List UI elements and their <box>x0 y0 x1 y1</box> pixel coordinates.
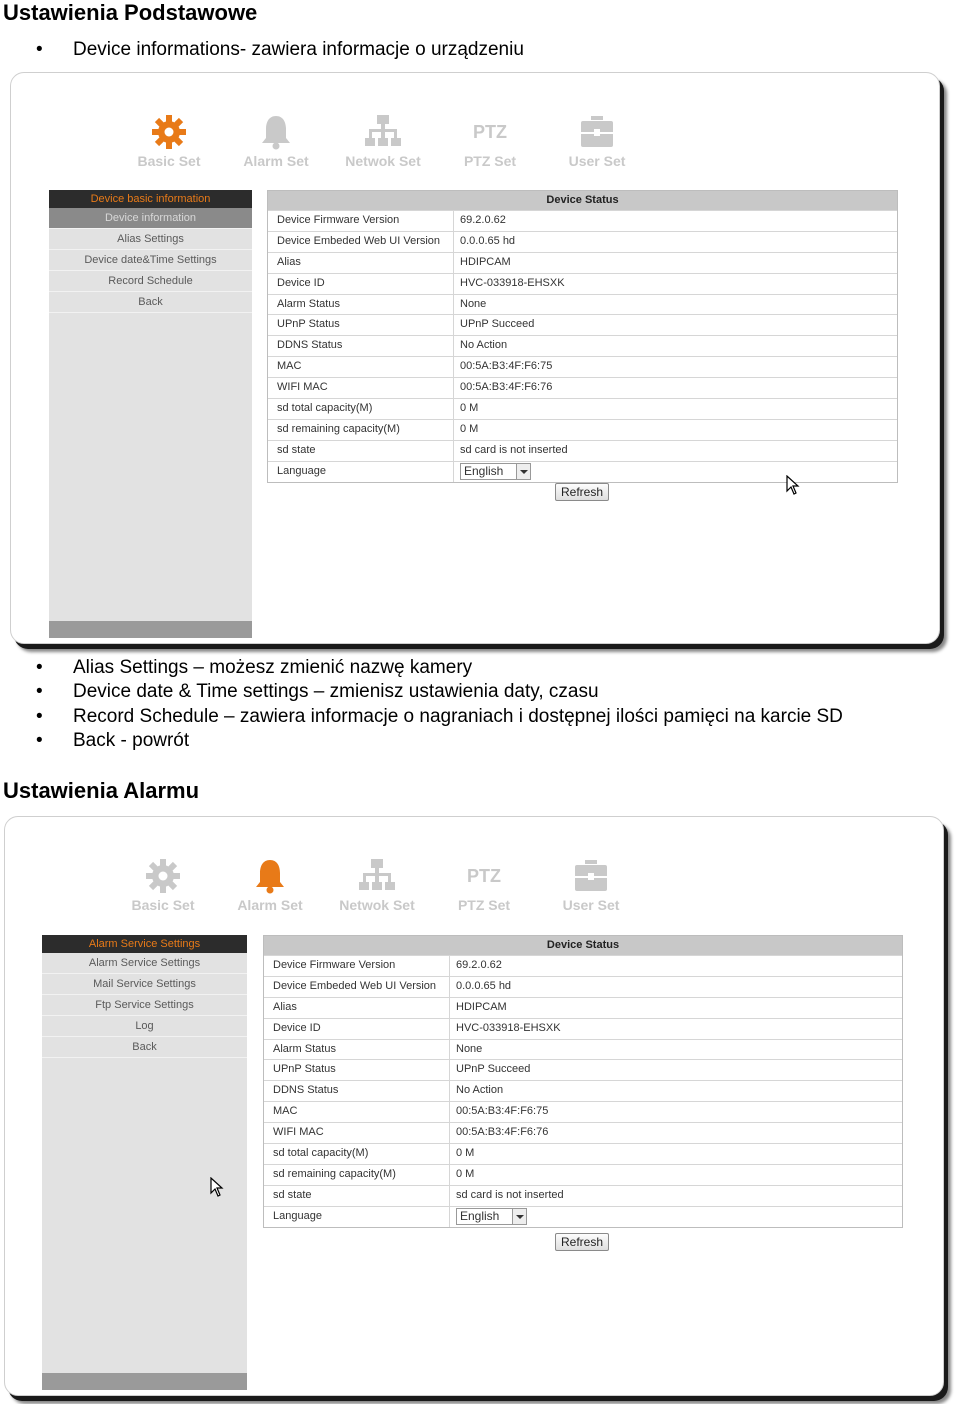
chevron-down-icon[interactable] <box>516 464 530 479</box>
table-row <box>264 955 902 976</box>
table-row <box>268 356 897 377</box>
row-value: 00:5A:B3:4F:F6:76 <box>456 1126 549 1139</box>
row-label: WIFI MAC <box>264 1123 450 1143</box>
row-value: sd card is not inserted <box>460 443 568 456</box>
row-value: 0.0.0.65 hd <box>460 234 516 247</box>
language-select[interactable] <box>460 463 531 480</box>
table-row <box>264 976 902 997</box>
row-value: No Action <box>456 1084 504 1097</box>
table-row <box>268 294 897 315</box>
bullet-item: • Record Schedule – zawiera informacje o nagraniach i dostępnej ilości pamięci na karcie SD <box>36 705 843 729</box>
sidebar-list <box>49 208 252 313</box>
row-label: sd state <box>268 441 454 461</box>
row-label: MAC <box>268 357 454 377</box>
row-value <box>450 1207 902 1227</box>
table-row <box>268 231 897 252</box>
top-nav <box>121 113 641 175</box>
top-nav <box>115 857 635 919</box>
row-label: sd remaining capacity(M) <box>264 1165 450 1185</box>
row-label: Device ID <box>268 274 454 294</box>
bell-icon <box>250 857 290 895</box>
table-row <box>264 1018 902 1039</box>
table-row <box>268 377 897 398</box>
nav-alarm-set[interactable] <box>222 857 318 913</box>
mouse-cursor-icon <box>210 1177 224 1197</box>
row-label: Alarm Status <box>268 295 454 315</box>
row-value: 00:5A:B3:4F:F6:75 <box>460 360 553 373</box>
row-value: No Action <box>460 339 508 352</box>
table-row <box>264 1039 902 1060</box>
refresh-button[interactable]: Refresh <box>555 1233 609 1251</box>
row-label: MAC <box>264 1102 450 1122</box>
table-row <box>264 1185 902 1206</box>
network-icon <box>363 113 403 151</box>
sidebar-item-alias-settings[interactable]: Alias Settings <box>49 229 252 250</box>
section-title-basic: Ustawienia Podstawowe <box>3 0 258 25</box>
row-label: Device Embeded Web UI Version <box>268 232 454 252</box>
row-label: sd state <box>264 1186 450 1206</box>
nav-label: Netwok Set <box>345 153 421 169</box>
bullet-item: • Back - powrót <box>36 729 843 753</box>
row-label: Language <box>264 1207 450 1227</box>
row-value: 0 M <box>456 1167 475 1180</box>
nav-alarm-set[interactable] <box>228 113 324 169</box>
row-value: 00:5A:B3:4F:F6:75 <box>456 1105 549 1118</box>
sidebar <box>49 190 252 638</box>
row-label: Alias <box>268 253 454 273</box>
bullet-list-top <box>36 38 524 62</box>
sidebar-item-device-information[interactable]: Device information <box>49 208 252 229</box>
network-icon <box>357 857 397 895</box>
row-value: 0.0.0.65 hd <box>456 979 512 992</box>
sidebar-header: Alarm Service Settings <box>42 935 247 953</box>
row-value: 0 M <box>460 402 479 415</box>
nav-netwok-set[interactable] <box>329 857 425 913</box>
row-label: Device Embeded Web UI Version <box>264 977 450 997</box>
row-value: UPnP Succeed <box>460 318 535 331</box>
row-value: sd card is not inserted <box>456 1188 564 1201</box>
bullet-item: • Alias Settings – możesz zmienić nazwę kamery <box>36 656 843 680</box>
sidebar-item-record-schedule[interactable]: Record Schedule <box>49 271 252 292</box>
toolbox-icon <box>577 113 617 151</box>
status-table-title: Device Status <box>264 936 902 955</box>
nav-user-set[interactable] <box>543 857 639 913</box>
refresh-button[interactable]: Refresh <box>555 483 609 501</box>
device-status-table <box>267 190 898 483</box>
row-label: sd total capacity(M) <box>264 1144 450 1164</box>
sidebar-item-device-date-time-settings[interactable]: Device date&Time Settings <box>49 250 252 271</box>
row-value: None <box>460 297 487 310</box>
mouse-cursor-icon <box>786 475 800 495</box>
sidebar-header: Device basic information <box>49 190 252 208</box>
nav-netwok-set[interactable] <box>335 113 431 169</box>
nav-label: PTZ Set <box>457 897 511 913</box>
nav-label: User Set <box>562 897 620 913</box>
table-row <box>264 1080 902 1101</box>
sidebar-footer <box>49 621 252 638</box>
nav-basic-set[interactable] <box>121 113 217 169</box>
bullet-item: • Device date & Time settings – zmienisz ustawienia daty, czasu <box>36 680 843 704</box>
table-row <box>264 997 902 1018</box>
device-status-table <box>263 935 903 1228</box>
nav-user-set[interactable] <box>549 113 645 169</box>
bullet-item: • Device informations- zawiera informacje o urządzeniu <box>36 38 524 62</box>
table-row <box>268 419 897 440</box>
row-label: WIFI MAC <box>268 378 454 398</box>
screenshot-alarm-set <box>4 816 944 1396</box>
row-value: 00:5A:B3:4F:F6:76 <box>460 381 553 394</box>
nav-label: User Set <box>568 153 626 169</box>
ptz-icon: PTZ <box>467 866 501 886</box>
section-title-alarm: Ustawienia Alarmu <box>3 778 200 803</box>
gear-icon <box>143 857 183 895</box>
row-value: 0 M <box>460 422 479 435</box>
table-row <box>268 335 897 356</box>
table-row <box>268 210 897 231</box>
sidebar-item-mail-service-settings[interactable]: Mail Service Settings <box>42 974 247 995</box>
table-row <box>268 398 897 419</box>
table-row <box>264 1059 902 1080</box>
row-label: Device ID <box>264 1019 450 1039</box>
row-label: UPnP Status <box>264 1060 450 1080</box>
status-table-title: Device Status <box>268 191 897 210</box>
row-value: HVC-033918-EHSXK <box>460 276 565 289</box>
row-label: sd total capacity(M) <box>268 399 454 419</box>
table-row <box>268 440 897 461</box>
nav-ptz-set[interactable] <box>442 113 538 169</box>
language-selected-value: English <box>460 1208 500 1223</box>
toolbox-icon <box>571 857 611 895</box>
nav-label: Basic Set <box>131 897 195 913</box>
table-row <box>264 1143 902 1164</box>
row-value: 69.2.0.62 <box>456 959 502 971</box>
table-row <box>264 1164 902 1185</box>
bullet-list-bottom <box>36 656 843 753</box>
sidebar-item-alarm-service-settings[interactable]: Alarm Service Settings <box>42 953 247 974</box>
table-row <box>268 252 897 273</box>
nav-ptz-set[interactable] <box>436 857 532 913</box>
row-value: 0 M <box>456 1147 475 1160</box>
row-value: HVC-033918-EHSXK <box>456 1021 561 1034</box>
table-row <box>264 1101 902 1122</box>
gear-icon <box>149 113 189 151</box>
row-label: Alias <box>264 998 450 1018</box>
sidebar-item-ftp-service-settings[interactable]: Ftp Service Settings <box>42 995 247 1016</box>
table-row-language <box>268 461 897 482</box>
row-label: DDNS Status <box>268 336 454 356</box>
ptz-icon: PTZ <box>473 122 507 142</box>
row-value: 69.2.0.62 <box>460 214 506 226</box>
row-label: Device Firmware Version <box>268 211 454 231</box>
row-value <box>454 462 897 482</box>
row-value: HDIPCAM <box>456 1000 507 1013</box>
nav-label: Alarm Set <box>237 897 303 913</box>
table-row <box>268 314 897 335</box>
nav-label: PTZ Set <box>463 153 517 169</box>
language-select[interactable] <box>456 1208 527 1225</box>
sidebar-item-log[interactable]: Log <box>42 1016 247 1037</box>
table-row-language <box>264 1206 902 1227</box>
screenshot-basic-set <box>10 72 940 644</box>
nav-basic-set[interactable] <box>115 857 211 913</box>
sidebar-item-back[interactable]: Back <box>42 1037 247 1058</box>
sidebar-footer <box>42 1373 247 1390</box>
row-label: UPnP Status <box>268 315 454 335</box>
nav-label: Alarm Set <box>243 153 309 169</box>
table-row <box>268 273 897 294</box>
row-value: None <box>456 1042 483 1055</box>
bell-icon <box>256 113 296 151</box>
row-label: Device Firmware Version <box>264 956 450 976</box>
chevron-down-icon[interactable] <box>512 1209 526 1224</box>
row-value: HDIPCAM <box>460 255 511 268</box>
row-label: Alarm Status <box>264 1040 450 1060</box>
row-label: sd remaining capacity(M) <box>268 420 454 440</box>
row-value: UPnP Succeed <box>456 1063 531 1076</box>
table-row <box>264 1122 902 1143</box>
language-selected-value: English <box>464 463 504 478</box>
row-label: DDNS Status <box>264 1081 450 1101</box>
sidebar <box>42 935 247 1390</box>
nav-label: Basic Set <box>137 153 201 169</box>
sidebar-list <box>42 953 247 1058</box>
row-label: Language <box>268 462 454 482</box>
nav-label: Netwok Set <box>339 897 415 913</box>
sidebar-item-back[interactable]: Back <box>49 292 252 313</box>
